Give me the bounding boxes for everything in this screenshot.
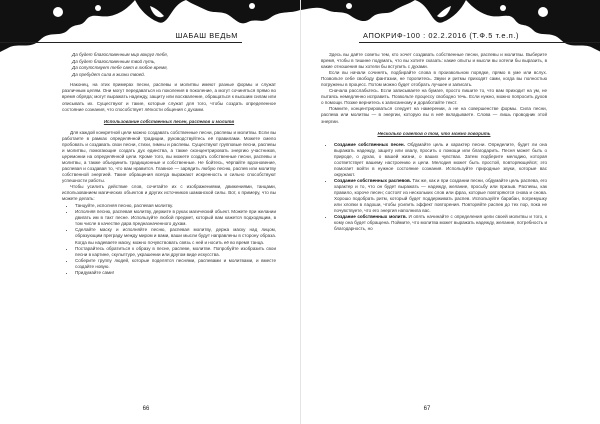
list-item: [334, 178, 547, 214]
paragraph: Для каждой конкретной цели можно создавать собственные песни, распевы и молитвы. Если вы работаете в рамках определённой традиции, руководствуйтесь её правилами. Можете смело пробовать и создавать свои песни, стихи, гимны и распевы. Существуют групповые песни, распевы и молитвы, помогающие создать дух единства, а также сконцентрировать энергию участников, церемонии на определённой цели. Кроме того, вы можете создать собственные песни, распевы и молитвы, а также объединить традиционные и собственные. Не бойтесь, чёрпайте вдохновение, распевая и создавая то, что вам нравится. Главное — зарядить любую песню, распев или молитву собственной энергией. Такие обращения всегда выражают искренность и сильно способствуют успешности работы.: [62, 129, 276, 184]
advice-list: [321, 142, 547, 233]
suggestions-list: [62, 203, 276, 276]
poem-line: Да будет благословенным твой путь,: [72, 58, 156, 64]
paragraph: Если вы начали сочинять, подбирайте слова в произвольном порядке, прямо в уме или вслух. Позвольте себе свободу фантазии, не торопитесь. Звуки и ритмы приходят сами, когда вы полностью погружены в процесс. Потом можно будет отобрать лучшее и записать.: [321, 70, 547, 88]
list-item-text: И опять начинайте с определения цели своей молитвы и того, к кому она будет обращена. Поймите, что молитва может выражать надежду, желание, потребность и благодарность, но: [334, 214, 547, 232]
paragraph: Сначала расслабьтесь. Если записываете на бумаге, просто пишите то, что вам приходит на ум, не пытаясь немедленно исправить. Позвольте процессу свободно течь. Если нужно, можно попросить духов о помощи. Позже вернитесь к записанному и доработайте текст.: [321, 88, 547, 106]
paragraph: Наконец, на этих примерах песни, распевы и молитвы имеют разные формы и служат различным целям. Они могут передаваться из поколения в поколение, а могут сочиняться прямо во время обряда; могут выражать надежду, защиту или восхваление, обращаться к высшим силам или описывать их. Существуют и такие, которые служат для того, чтобы создать определенное состояние сознания, что способствует лёгкости общения с духами.: [62, 82, 276, 112]
list-item: [334, 214, 547, 232]
list-item: • Сделайте маску и исполняйте песню, распевая молитву, держа маску над лицом, образующим преграду между миром и вами, ваши мысли будут направлены в сторону образа. Когда вы надеваете маску, можно почувствовать связь с ней и носить её во время танца.: [75, 227, 276, 245]
right-page-body: [321, 52, 547, 234]
paragraph: Помните, концентрироваться следует на намерении, а не на совершенстве формы. Сила песни, распева или молитвы — в энергии, которую вы в неё вкладываете. Слова — лишь проводник этой энергии.: [321, 106, 547, 124]
list-item: [334, 142, 547, 178]
running-header: [359, 28, 600, 43]
paragraph: Здесь вы даёте советы тем, кто хочет создавать собственные песни, распевы и молитвы. Выберите время, чтобы в тишине подумать, что вы хотите сказать: какие опыты и мысли вы хотели бы выразить, в какие отношения вы хотели бы вступить с духами.: [321, 52, 547, 70]
left-page-body: [62, 52, 276, 278]
list-item-lead: Создание собственных молитв.: [334, 214, 407, 220]
poem-line: Да пребудет сила в жизни твоей.: [72, 71, 146, 77]
right-page: [300, 0, 600, 424]
list-item: • Соберите группу людей, которые поделятся песнями, распевами и молитвами, и вместе создайте новую.: [75, 258, 276, 270]
list-item-text: Так же, как и при создании песни, обдумайте цель распева, его характер и то, что он будет выражать — надежду, желание, просьбу или призыв. Распевы, как правило, короче песен; состоят из нескольких слов или фраз, которые повторяются снова и снова. Хорошо подобрать ритм, который будет поддерживать распев. Используйте барабан, погремушку или хлопки в ладоши, чтобы усилить эффект повторения. Повторяйте распев до тех пор, пока не почувствуете, что его энергия наполнила вас.: [334, 177, 547, 214]
section-heading: Использование собственных песен, распевов и молитв: [103, 118, 235, 124]
paragraph: Чтобы усилить действие слов, сочетайте их с изображениями, движениями, танцами, использованием магических объектов и других источников шаманской силы. Вот, к примеру, что вы можете делать:: [62, 184, 276, 202]
list-item: • Исполняя песню, распевая молитву, держите в руках магический объект. Можете при желании двигать им в такт песне. Используйте любой предмет, который вам кажется подходящим, в том числе в качестве дара предназначенного духам.: [75, 209, 276, 227]
right-page-ornament: [301, 0, 600, 54]
section-heading: Несколько советов о том, что можно говорить: [377, 130, 491, 136]
poem-line: Да сопутствует тебе свет в любое время,: [72, 65, 168, 71]
list-item-lead: Создание собственных песен.: [334, 141, 405, 147]
running-header-title: ШАБАШ ВЕДЬМ: [172, 31, 242, 40]
list-item: • Постарайтесь обратиться к образу в песне, распеве, молитве. Попробуйте изобразить свои песни в картине, скульптуре, украшении или другом виде искусства.: [75, 246, 276, 258]
page-number: 66: [142, 406, 150, 412]
running-header-title: АПОКРИФ-100 : 02.2.2016 (Т.Ф.5 т.е.п.): [359, 31, 523, 40]
list-item: • Танцуйте, исполняя песню, распевая молитву.: [75, 203, 276, 209]
list-item-lead: Создание собственных распевов.: [334, 177, 412, 183]
page-number: 67: [423, 406, 431, 412]
list-item-text: Обдумайте цель и характер песни. Определите, будет ли она выражать надежду, защиту или хвалу, просить о помощи или благодарить. Песня может быть о природе, о духах, о вашей жизни, о ваших чувствах. Затем подберите мелодию, которая соответствует вашему настроению и цели. Мелодия может быть простой, повторяющейся; это помогает войти в нужное состояние сознания. Используйте природные звуки, которые вас окружают.: [334, 141, 548, 177]
list-item: • Придумайте сами!: [75, 270, 276, 276]
left-page-ornament: [0, 0, 300, 54]
blessing-poem: [72, 52, 276, 78]
poem-line: Да будет благословенным мир вокруг тебя,: [72, 52, 168, 57]
running-header: [0, 28, 242, 43]
